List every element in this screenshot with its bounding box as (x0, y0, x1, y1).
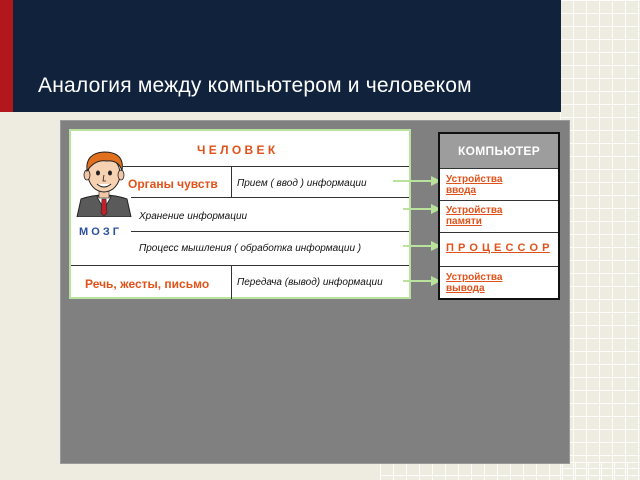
arrow-input (393, 176, 441, 186)
human-organ-senses: Органы чувств (128, 177, 218, 191)
computer-processor (440, 232, 558, 266)
slide-title: Аналогия между компьютером и человеком (38, 74, 472, 97)
computer-row-line1: П Р О Ц Е С С О Р (446, 242, 550, 254)
computer-header: КОМПЬЮТЕР (440, 134, 558, 168)
human-function-input: Прием ( ввод ) информации (237, 178, 367, 189)
computer-input-devices (440, 168, 558, 200)
computer-row-line2: вывода (446, 283, 485, 294)
computer-row-line2: памяти (446, 216, 482, 227)
brain-label: М О З Г (79, 226, 120, 238)
arrow-output (403, 276, 441, 286)
computer-output-devices (440, 266, 558, 298)
computer-row-line2: ввода (446, 185, 477, 196)
human-organ-speech: Речь, жесты, письмо (85, 277, 210, 291)
arrow-storage (403, 204, 441, 214)
computer-row-line1: Устройства (446, 272, 503, 283)
computer-row-line1: Устройства (446, 174, 503, 185)
human-header: Ч Е Л О В Е К (197, 143, 276, 157)
human-function-output: Передача (вывод) информации (237, 277, 383, 288)
computer-memory-devices (440, 200, 558, 232)
arrow-processing (403, 241, 441, 251)
computer-row-line1: Устройства (446, 205, 503, 216)
human-function-storage: Хранение информации (139, 211, 248, 222)
human-function-thinking: Процесс мышления ( обработка информации ) (139, 243, 362, 254)
computer-table (438, 132, 560, 300)
